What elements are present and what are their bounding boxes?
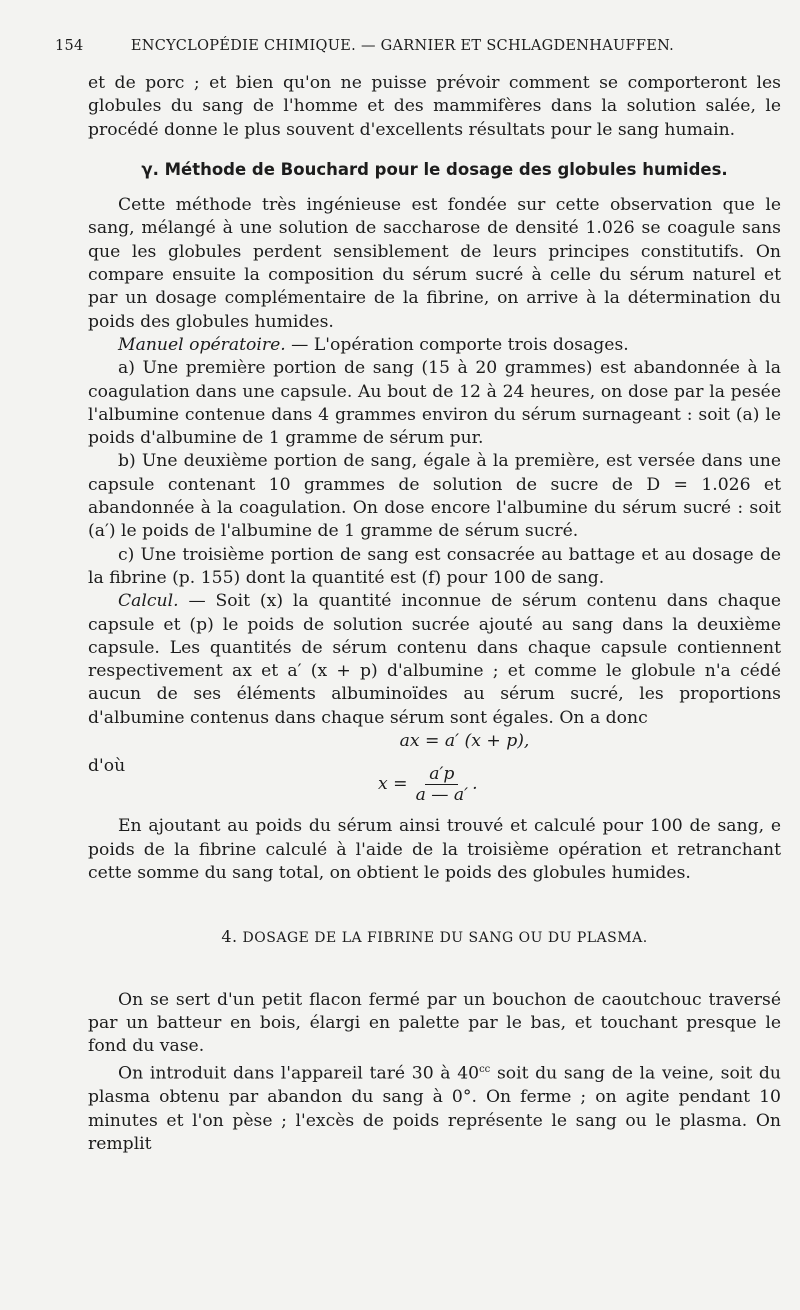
manuel-operatoire-paragraph xyxy=(88,334,781,357)
section-title: Méthode de Bouchard pour le dosage des globules humides. xyxy=(164,159,728,179)
paragraph: En ajoutant au poids du sérum ainsi trouvé et calculé pour 100 de sang, e poids de la fibrine calculé à l'aide de la troisième opération et retranchant cette somme du sang total, on obtient le poids des globules humides. xyxy=(88,816,781,883)
calcul-label: Calcul. xyxy=(118,591,179,612)
running-title: ENCYCLOPÉDIE CHIMIQUE. — GARNIER ET SCHLAGDENHAUFFEN. xyxy=(130,38,675,54)
text-post: soit du sang de la veine, soit du plasma obtenu par abandon du sang à 0°. On ferme ; on agite pendant 10 minutes et l'on pèse ; l'excès de poids représente le sang ou le plasma. On remplit xyxy=(88,1064,781,1155)
unit-superscript: cc xyxy=(479,1064,491,1076)
page-body xyxy=(88,72,781,1156)
section-heading-gamma xyxy=(88,158,781,181)
running-header xyxy=(55,38,730,54)
page-number: 154 xyxy=(55,38,84,54)
denominator: a — a′ xyxy=(415,784,469,805)
equation-2-row xyxy=(88,753,781,815)
paragraph: Cette méthode très ingénieuse est fondée sur cette observation que le sang, mélangé à une solution de saccharose de densité 1.026 se coagule sans que les globules perdent sensiblement de leurs principes constitutifs. On compare ensuite la composition du sérum sucré à celle du sérum naturel et par un dosage complémentaire de la fibrine, on arrive à la détermination du poids des globules humides. xyxy=(88,195,781,332)
manuel-text: — L'opération comporte trois dosages. xyxy=(285,334,629,355)
calcul-text: — Soit (x) la quantité inconnue de sérum contenu dans chaque capsule et (p) le poids de solution sucrée ajouté au sang dans la deuxième capsule. Les quantités de sérum contenu dans chaque capsule contiennent respectivement ax et a′ (x + p) d'albumine ; et comme le globule n'a cédé aucun de ses éléments albuminoïdes au sérum sucré, les proportions d'albumine contenus dans chaque sérum sont égales. On a donc xyxy=(88,591,781,728)
section-heading-4 xyxy=(88,925,781,950)
text-pre: On introduit dans l'appareil taré 30 à 40 xyxy=(118,1064,480,1085)
equation-lhs: x = xyxy=(378,773,408,794)
equation-2 xyxy=(378,753,478,815)
paragraph: On se sert d'un petit flacon fermé par un bouchon de caoutchouc traversé par un batteur en bois, élargi en palette par le bas, et touchant presque le fond du vase. xyxy=(88,989,781,1057)
fraction xyxy=(412,764,473,805)
section-number: 4. xyxy=(221,927,238,947)
paragraph: et de porc ; et bien qu'on ne puisse prévoir comment se comporteront les globules du sang de l'homme et des mammifères dans la solution salée, le procédé donne le plus souvent d'excellents résultats pour le sang humain. xyxy=(88,73,781,140)
numerator: a′p xyxy=(425,764,458,785)
paragraph-last xyxy=(88,1058,781,1156)
calcul-paragraph xyxy=(88,590,781,730)
section-title: DOSAGE DE LA FIBRINE DU SANG OU DU PLASMA. xyxy=(242,930,648,947)
equation-1: ax = a′ (x + p), xyxy=(399,731,530,752)
manuel-label: Manuel opératoire. xyxy=(118,334,286,355)
step-c-paragraph: c) Une troisième portion de sang est consacrée au battage et au dosage de la fibrine (p. 155) dont la quantité est (f) pour 100 de sang. xyxy=(88,544,781,588)
dou-label: d'où xyxy=(88,756,126,777)
step-b-paragraph: b) Une deuxième portion de sang, égale à la première, est versée dans une capsule contenant 10 grammes de solution de sucre de D = 1.026 et abandonnée à la coagulation. On dose encore l'albumine du sérum sucré : soit (a′) le poids de l'albumine de 1 gramme de sérum sucré. xyxy=(88,451,781,542)
section-label: γ. xyxy=(141,159,159,179)
step-a-paragraph: a) Une première portion de sang (15 à 20 grammes) est abandonnée à la coagulation dans une capsule. Au bout de 12 à 24 heures, on dose par la pesée l'albumine contenue dans 4 grammes environ du sérum surnageant : soit (a) le poids d'albumine de 1 gramme de sérum pur. xyxy=(88,358,781,449)
equation-end: . xyxy=(472,773,478,794)
